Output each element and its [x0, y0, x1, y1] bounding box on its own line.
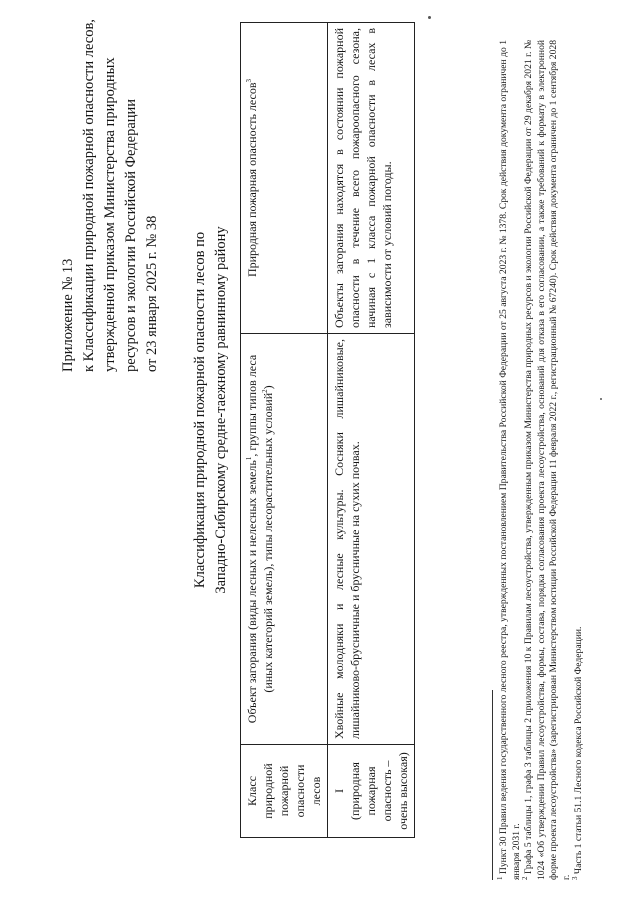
footnote [520, 40, 573, 880]
header-object-text: Объект загорания (виды лесных и нелесных земель [245, 460, 259, 724]
table-header-row [241, 23, 328, 838]
footnote-text: Пункт 30 Правил ведения государственного лесного реестра, утвержденных постановлением Правительства Российской Федерации от 25 августа 2023 г. № 1378. Срок действия документа ограничен до 1 января 2031 г. [498, 40, 522, 880]
document-title [190, 160, 232, 660]
footnote-text: Графа 5 таблицы 1, графа 3 таблицы 2 приложения 10 к Правилам лесоустройства, утвержденным приказом Министерства природных ресурсов и экологии Российской Федерации от 29 декабря 2021 г. № 1024 «Об утверждении Правил лесоустройства, формы, состава, порядка согласования проекта лесоустройства, оснований для отказа в его согласовании, а также требований к формату в электронной форме проекта лесоустройства» (зарегистрирован Министерством юстиции Российской Федерации 11 февраля 2022 г., регистрационный № 67240). Срок действия документа ограничен до 1 сентября 2028 г. [523, 40, 572, 880]
classification-table [240, 22, 415, 838]
footnote [495, 40, 523, 880]
header-hazard [241, 23, 328, 334]
object-cell: Хвойные молодняки и лесные культуры. Сосняки лишайниковые, лишайниково-брусничные и брусничные на сухих почвах. [328, 334, 415, 745]
footnote-mark: 1 [495, 876, 504, 880]
title-line: Классификация природной пожарной опасности лесов по [192, 231, 208, 589]
header-hazard-text: Природная пожарная опасность лесов [245, 82, 259, 278]
footnote-mark: 3 [570, 876, 579, 880]
footnote-text: Часть 1 статьи 51.1 Лесного кодекса Российской Федерации. [573, 626, 584, 875]
appendix-line: к Классификации природной пожарной опасности лесов, [81, 19, 97, 372]
footnote-ref: 1 [245, 456, 253, 461]
class-description: (природная пожарная опасность – очень высокая) [348, 752, 410, 830]
footnote-mark: 2 [520, 876, 529, 880]
footnote-ref: 2 [261, 389, 269, 393]
appendix-number: Приложение № 13 [60, 258, 76, 372]
footnotes [495, 40, 586, 880]
hazard-cell: Объекты загорания находятся в состоянии пожарной опасности в течение всего пожароопасного сезона, начиная с 1 класса пожарной опасности в лесах в зависимости от условий погоды. [328, 23, 415, 334]
footnote [570, 40, 586, 880]
appendix-header [58, 19, 163, 372]
scan-speck [428, 16, 431, 19]
class-cell [328, 745, 415, 838]
header-class: Класс природной пожарной опасности лесов [241, 745, 328, 838]
header-object-text-rest: , группы типов леса (иных категорий земель), типы лесорастительных условий [245, 354, 275, 693]
rotated-document-page [20, 20, 620, 880]
table-row [328, 23, 415, 838]
footnote-separator [492, 690, 493, 880]
title-line: Западно-Сибирскому средне-таежному равнинному району [213, 226, 229, 594]
appendix-line: ресурсов и экологии Российской Федерации [123, 98, 139, 372]
header-object: Объект загорания (виды лесных и нелесных земель$^1$, группы типов леса (иных категорий земель), типы лесорастительных условий$^2$) [241, 334, 328, 745]
appendix-line: утвержденной приказом Министерства природных [102, 57, 118, 372]
appendix-date: от 23 января 2025 г. № 38 [144, 215, 160, 372]
class-number: I [332, 789, 346, 793]
footnote-ref: 3 [245, 78, 253, 83]
